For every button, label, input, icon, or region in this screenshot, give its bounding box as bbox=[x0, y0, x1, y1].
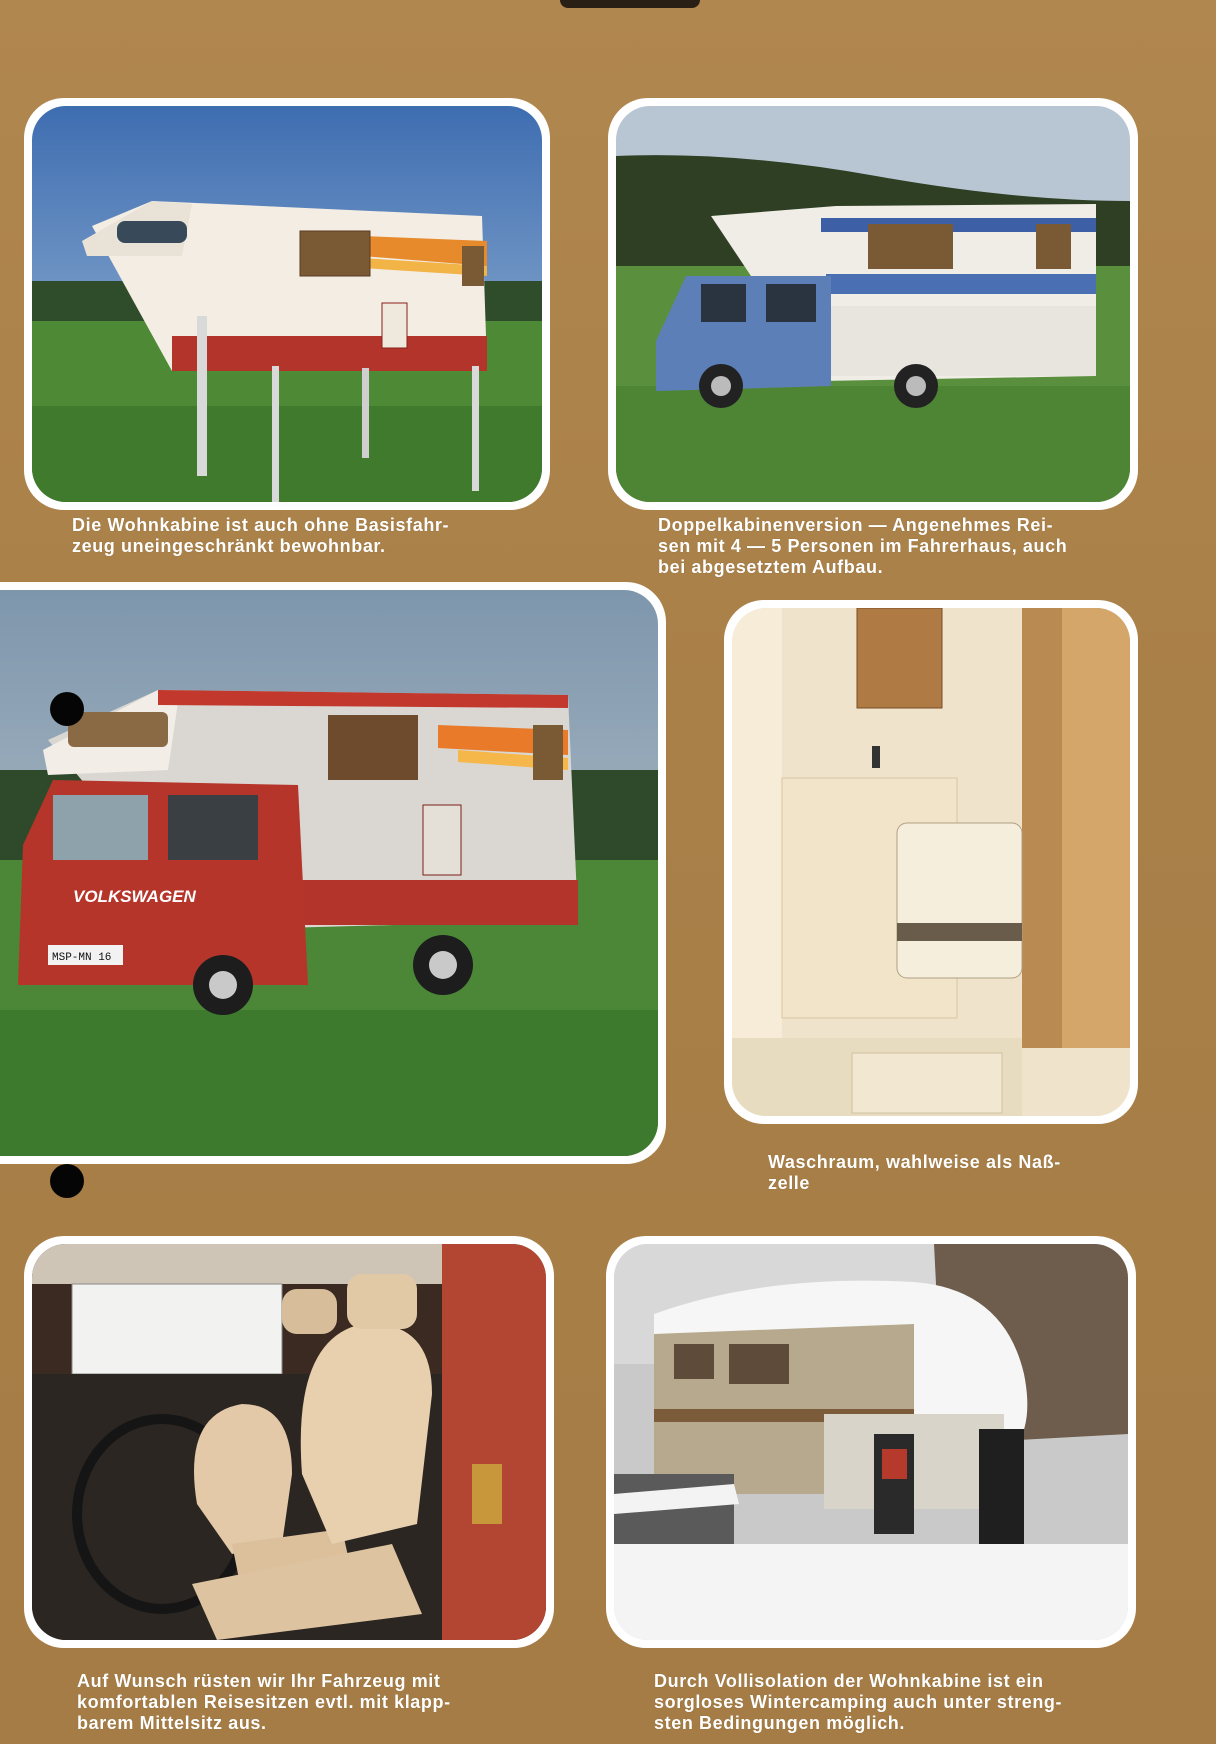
washroom-icon bbox=[732, 608, 1130, 1116]
caption-double-cab: Doppelkabinenversion — Angenehmes Rei- sen mit 4 — 5 Personen im Fahrerhaus, auch bei abgesetztem Aufbau. bbox=[658, 515, 1068, 577]
photo-volkswagen-camper bbox=[0, 582, 666, 1164]
car-seats-icon bbox=[32, 1244, 546, 1640]
photo-seats bbox=[24, 1236, 554, 1648]
top-edge-mark bbox=[560, 0, 700, 8]
license-plate-text: MSP-MN 16 bbox=[52, 952, 112, 964]
photo-washroom bbox=[724, 600, 1138, 1124]
photo-winter-camping bbox=[606, 1236, 1136, 1648]
camper-double-cab-icon bbox=[616, 106, 1130, 502]
caption-seats: Auf Wunsch rüsten wir Ihr Fahrzeug mit komfortablen Reisesitzen evtl. mit klapp- barem Mittelsitz aus. bbox=[77, 1671, 451, 1733]
volkswagen-camper-icon bbox=[0, 590, 658, 1156]
photo-double-cab-version bbox=[608, 98, 1138, 510]
binder-hole-top bbox=[50, 692, 84, 726]
snow-camper-icon bbox=[614, 1244, 1128, 1640]
caption-cabin: Die Wohnkabine ist auch ohne Basisfahr- zeug uneingeschränkt bewohnbar. bbox=[72, 515, 450, 556]
caption-washroom: Waschraum, wahlweise als Naß- zelle bbox=[768, 1152, 1061, 1193]
camper-cabin-on-legs-icon bbox=[32, 106, 542, 502]
vw-brand-text: VOLKSWAGEN bbox=[73, 887, 196, 906]
caption-winter: Durch Vollisolation der Wohnkabine ist ein sorgloses Wintercamping auch unter streng- sten Bedingungen möglich. bbox=[654, 1671, 1063, 1733]
photo-detached-cabin bbox=[24, 98, 550, 510]
binder-hole-bottom bbox=[50, 1164, 84, 1198]
